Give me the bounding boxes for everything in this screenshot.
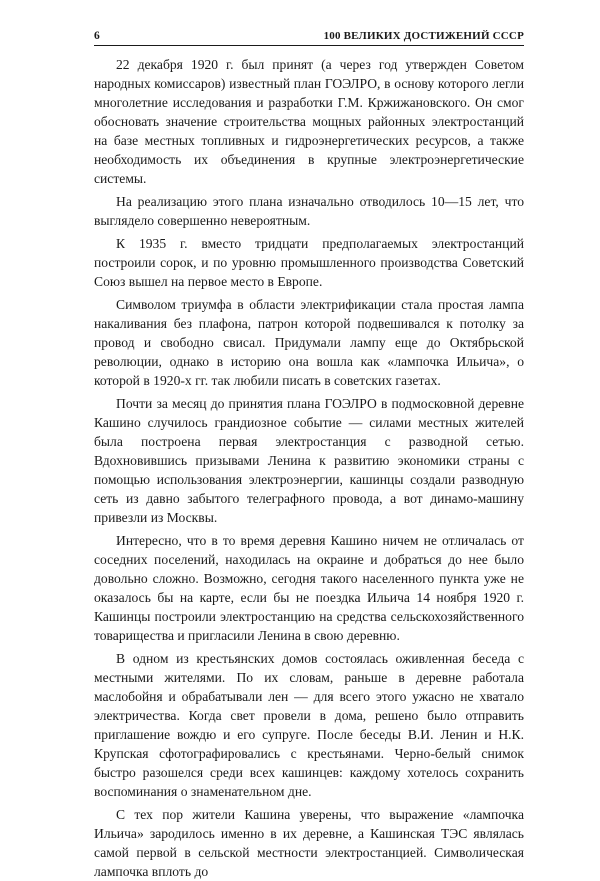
page-body [94, 55, 524, 881]
page-header [94, 30, 524, 46]
paragraph: Почти за месяц до принятия плана ГОЭЛРО в подмосковной деревне Кашино случилось грандиозное событие — силами местных жителей была построена первая электростанция с разводной сетью. Вдохновившись призывами Ленина к развитию экономики страны с помощью использования электроэнергии, кашинцы создали разводную сеть из давно забытого телеграфного провода, а вот динамо-машину привезли из Москвы. [94, 396, 524, 525]
paragraph: С тех пор жители Кашина уверены, что выражение «лампочка Ильича» зародилось именно в их деревне, а Кашинская ТЭС являлась самой первой в сельской местности электростанцией. Символическая лампочка вплоть до [94, 807, 524, 879]
page-number: 6 [94, 30, 100, 42]
running-title: 100 ВЕЛИКИХ ДОСТИЖЕНИЙ СССР [323, 30, 524, 42]
paragraph: В одном из крестьянских домов состоялась оживленная беседа с местными жителями. По их словам, раньше в деревне работала маслобойня и обрабатывали лен — для всего этого ужасно не хватало электричества. Когда свет провели в дома, решено было отправить приглашение вождю и его супруге. После беседы В.И. Ленин и Н.К. Крупская сфотографировались с крестьянами. Черно-белый снимок быстро разошелся среди всех кашинцев: каждому хотелось сохранить воспоминания о знаменательном дне. [94, 651, 524, 799]
paragraph: 22 декабря 1920 г. был принят (а через год утвержден Советом народных комиссаров) известный план ГОЭЛРО, в основу которого легли многолетние исследования и разработки Г.М. Кржижановского. Он смог обосновать значение строительства мощных районных электростанций на базе местных топливных и гидроэнергетических ресурсов, а также необходимость их объединения в крупные электроэнергетические системы. [94, 57, 524, 186]
paragraph: Символом триумфа в области электрификации стала простая лампа накаливания без плафона, патрон которой подвешивался к потолку за провод и свободно свисал. Придумали лампу еще до Октябрьской революции, однако в историю она вошла как «лампочка Ильича», о которой в 1920-х гг. так любили писать в советских газетах. [94, 297, 524, 388]
paragraph: К 1935 г. вместо тридцати предполагаемых электростанций построили сорок, и по уровню промышленного производства Советский Союз вышел на первое место в Европе. [94, 236, 524, 289]
paragraph: На реализацию этого плана изначально отводилось 10—15 лет, что выглядело совершенно невероятным. [94, 194, 524, 228]
paragraph: Интересно, что в то время деревня Кашино ничем не отличалась от соседних поселений, находилась на окраине и добраться до нее было довольно сложно. Возможно, сегодня такого населенного пункта уже не оказалось бы на карте, если бы не поездка Ильича 14 ноября 1920 г. Кашинцы построили электростанцию на средства сельскохозяйственного товарищества и пригласили Ленина в свою деревню. [94, 533, 524, 643]
